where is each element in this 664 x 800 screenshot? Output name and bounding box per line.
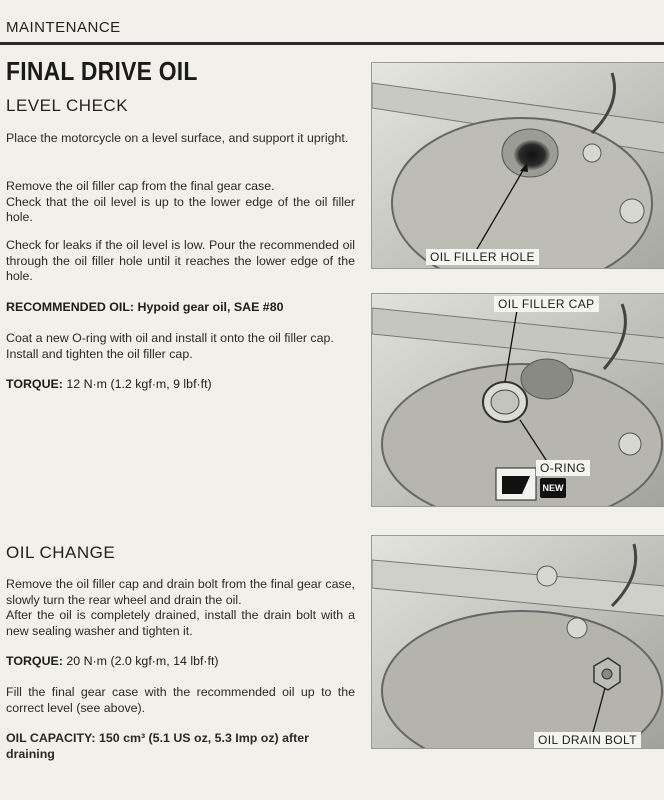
recommended-oil-value: Hypoid gear oil, SAE #80 xyxy=(137,300,284,314)
o-ring-label: O-RING xyxy=(536,460,590,476)
figure-oil-filler-hole xyxy=(371,62,664,269)
oil-change-paragraph-2: Fill the final gear case with the recommended oil up to the correct level (see above). xyxy=(6,685,355,715)
level-check-heading: LEVEL CHECK xyxy=(6,96,129,115)
oil-change-paragraph-1 xyxy=(6,577,355,639)
oil-change-paragraph-1a: Remove the oil filler cap and drain bolt from the final gear case, slowly turn the rear wheel and drain the oil. xyxy=(6,577,355,607)
oil-change-heading: OIL CHANGE xyxy=(6,543,116,562)
oil-capacity-label: OIL CAPACITY: xyxy=(6,731,96,745)
level-check-torque-spec xyxy=(6,377,212,391)
figure-3-illustration xyxy=(372,536,664,748)
oil-change-torque-label: TORQUE: xyxy=(6,654,63,668)
figure-oil-filler-cap xyxy=(371,293,664,507)
level-check-paragraph-2b: Check that the oil level is up to the lower edge of the oil filler hole. xyxy=(6,194,355,224)
level-check-torque-label: TORQUE: xyxy=(6,377,63,391)
oil-change-torque-spec xyxy=(6,654,219,668)
oil-capacity-value: 150 cm³ (5.1 US oz, 5.3 Imp oz) after draining xyxy=(6,731,309,761)
level-check-torque-value: 12 N·m (1.2 kgf·m, 9 lbf·ft) xyxy=(66,377,212,391)
oil-capacity-spec xyxy=(6,731,355,762)
recommended-oil-label: RECOMMENDED OIL: xyxy=(6,300,135,314)
level-check-paragraph-2 xyxy=(6,179,355,226)
oil-drain-bolt-label: OIL DRAIN BOLT xyxy=(534,732,641,748)
level-check-paragraph-1: Place the motorcycle on a level surface, and support it upright. xyxy=(6,131,349,145)
level-check-paragraph-4 xyxy=(6,331,355,362)
figure-oil-drain-bolt xyxy=(371,535,664,749)
oil-change-torque-value: 20 N·m (2.0 kgf·m, 14 lbf·ft) xyxy=(66,654,219,668)
oil-filler-hole-label: OIL FILLER HOLE xyxy=(426,249,539,265)
level-check-paragraph-4a: Coat a new O-ring with oil and install it onto the oil filler cap. xyxy=(6,331,334,345)
level-check-paragraph-4b: Install and tighten the oil filler cap. xyxy=(6,346,193,361)
figure-1-illustration xyxy=(372,63,664,268)
page-title: FINAL DRIVE OIL xyxy=(6,56,198,86)
oil-filler-cap-label: OIL FILLER CAP xyxy=(494,296,599,312)
section-header: MAINTENANCE xyxy=(6,19,121,36)
level-check-paragraph-2a: Remove the oil filler cap from the final gear case. xyxy=(6,179,275,193)
header-rule xyxy=(0,42,664,45)
level-check-paragraph-3: Check for leaks if the oil level is low. Pour the recommended oil through the oil filler hole until it reaches the lower edge of the hole. xyxy=(6,238,355,283)
figure-2-illustration xyxy=(372,294,664,506)
oil-change-paragraph-1b: After the oil is completely drained, install the drain bolt with a new sealing washer and tighten it. xyxy=(6,608,355,638)
recommended-oil-spec xyxy=(6,300,283,314)
new-part-badge: NEW xyxy=(540,478,566,498)
